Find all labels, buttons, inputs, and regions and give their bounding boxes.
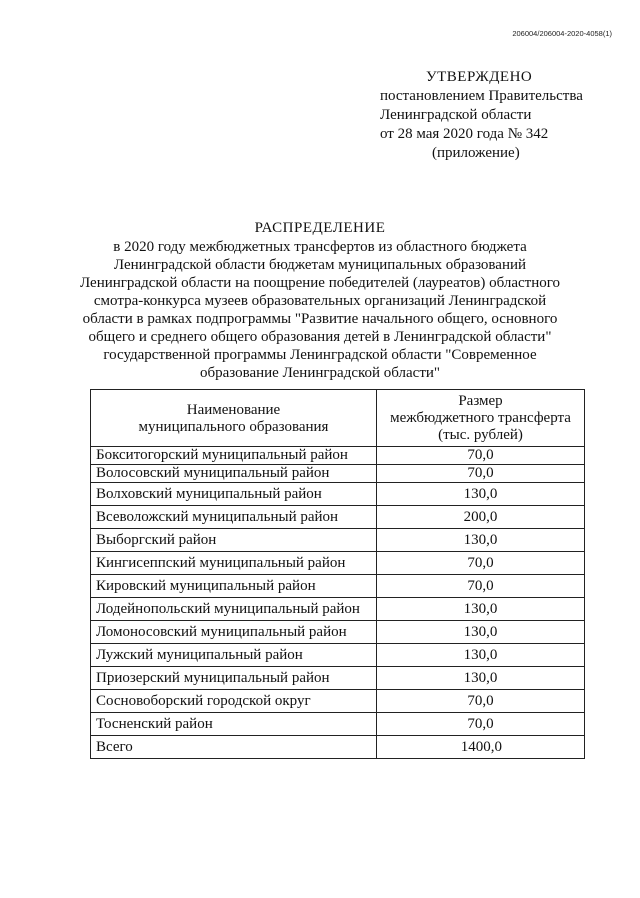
table-row [91, 483, 585, 506]
document-id: 206004/206004-2020-4058(1) [512, 29, 612, 38]
header-amount-line: (тыс. рублей) [438, 427, 523, 443]
header-amount-line: Размер [458, 393, 503, 409]
heading-line: смотра-конкурса музеев образовательных организаций Ленинградской [93, 293, 547, 309]
header-amount-line: межбюджетного трансферта [390, 410, 571, 426]
municipality-name: Кингисеппский муниципальный район [91, 552, 377, 575]
heading-line: в 2020 году межбюджетных трансфертов из областного бюджета [113, 239, 527, 255]
municipality-name: Волосовский муниципальный район [91, 465, 377, 483]
table-row [91, 690, 585, 713]
table-row [91, 713, 585, 736]
total-amount: 1400,0 [377, 736, 585, 759]
transfer-amount: 130,0 [377, 529, 585, 552]
municipality-name: Тосненский район [91, 713, 377, 736]
approval-line: постановлением Правительства [380, 88, 583, 104]
table-row [91, 506, 585, 529]
transfer-amount: 70,0 [377, 552, 585, 575]
approval-block [380, 68, 600, 163]
municipality-name: Всеволожский муниципальный район [91, 506, 377, 529]
distribution-heading [70, 219, 570, 382]
table-row [91, 621, 585, 644]
table-row [91, 552, 585, 575]
header-name-line: Наименование [186, 401, 281, 418]
heading-title: РАСПРЕДЕЛЕНИЕ [254, 220, 386, 236]
distribution-table [90, 389, 585, 759]
table-row [91, 667, 585, 690]
heading-line: области в рамках подпрограммы "Развитие начального общего, основного [82, 311, 558, 327]
municipality-name: Лодейнопольский муниципальный район [91, 598, 377, 621]
transfer-amount: 70,0 [377, 575, 585, 598]
approval-title: УТВЕРЖДЕНО [426, 69, 533, 85]
municipality-name: Сосновоборский городской округ [91, 690, 377, 713]
table-row [91, 447, 585, 465]
heading-line: образование Ленинградской области" [199, 365, 441, 381]
municipality-name: Кировский муниципальный район [91, 575, 377, 598]
table-row [91, 644, 585, 667]
table-total-row [91, 736, 585, 759]
transfer-amount: 70,0 [377, 713, 585, 736]
municipality-name: Ломоносовский муниципальный район [91, 621, 377, 644]
heading-line: общего и среднего общего образования детей в Ленинградской области" [88, 329, 552, 345]
municipality-name: Приозерский муниципальный район [91, 667, 377, 690]
transfer-amount: 130,0 [377, 598, 585, 621]
municipality-name: Лужский муниципальный район [91, 644, 377, 667]
transfer-amount: 200,0 [377, 506, 585, 529]
transfer-amount: 70,0 [377, 447, 585, 465]
table-row [91, 575, 585, 598]
municipality-name: Бокситогорский муниципальный район [91, 447, 377, 465]
approval-line: от 28 мая 2020 года № 342 [380, 126, 549, 142]
transfer-amount: 70,0 [377, 690, 585, 713]
transfer-amount: 130,0 [377, 621, 585, 644]
transfer-amount: 70,0 [377, 465, 585, 483]
heading-line: государственной программы Ленинградской области "Современное [103, 347, 537, 363]
table-row [91, 598, 585, 621]
heading-line: Ленинградской области бюджетам муниципальных образований [113, 257, 527, 273]
municipality-name: Выборгский район [91, 529, 377, 552]
approval-note: (приложение) [432, 145, 520, 161]
transfer-amount: 130,0 [377, 667, 585, 690]
approval-line: Ленинградской области [380, 107, 532, 123]
table-header-row [91, 390, 585, 447]
transfer-amount: 130,0 [377, 483, 585, 506]
total-label: Всего [91, 736, 377, 759]
heading-line: Ленинградской области на поощрение победителей (лауреатов) областного [79, 275, 561, 291]
transfer-amount: 130,0 [377, 644, 585, 667]
header-name-cell [91, 390, 377, 447]
header-amount-cell [377, 390, 585, 447]
header-name-line: муниципального образования [138, 418, 329, 435]
municipality-name: Волховский муниципальный район [91, 483, 377, 506]
table-row [91, 465, 585, 483]
table-row [91, 529, 585, 552]
